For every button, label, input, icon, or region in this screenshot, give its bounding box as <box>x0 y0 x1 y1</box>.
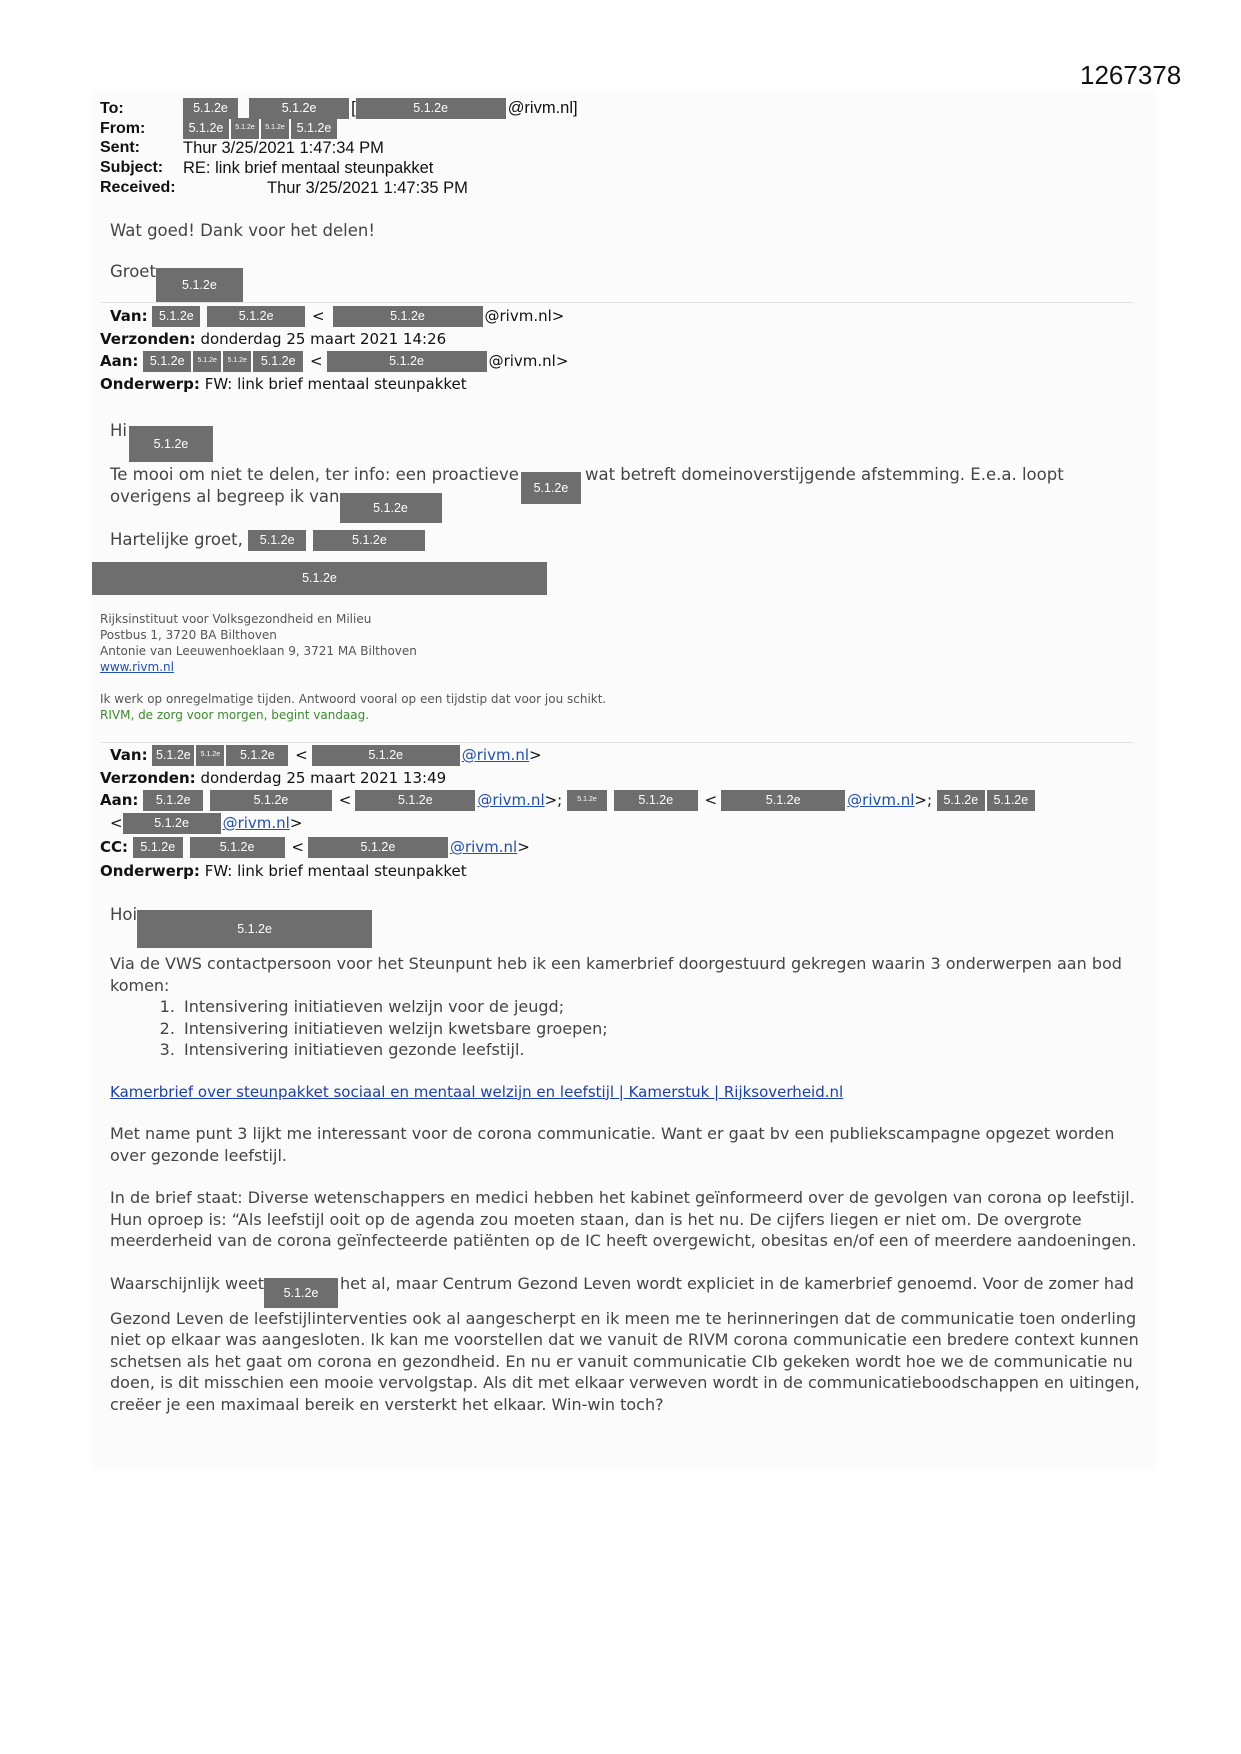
redaction: 5.1.2e <box>92 562 547 595</box>
msg2-closing <box>110 530 427 551</box>
gt-semi: >; <box>914 791 933 809</box>
email-link[interactable]: @rivm.nl <box>461 746 529 764</box>
subject-label: Subject: <box>100 159 164 176</box>
redaction: 5.1.2e <box>210 790 332 811</box>
van-label: Van: <box>110 307 148 325</box>
sig-slogan: RIVM, de zorg voor morgen, begint vandaag. <box>100 708 370 722</box>
sig-note: Ik werk op onregelmatige tijden. Antwoord vooral op een tijdstip dat voor jou schikt. <box>100 692 607 706</box>
email-link[interactable]: @rivm.nl <box>222 814 290 832</box>
msg2-van <box>110 306 564 327</box>
msg2-salutation <box>110 421 215 462</box>
msg3-cc <box>100 837 530 858</box>
redaction: 5.1.2e <box>356 98 506 119</box>
paragraph-gezond-leven <box>110 1273 1140 1416</box>
subject-value: RE: link brief mentaal steunpakket <box>183 159 434 177</box>
redaction: 5.1.2e <box>133 837 183 858</box>
sent-value: Thur 3/25/2021 1:47:34 PM <box>183 139 384 157</box>
sig-postbus: Postbus 1, 3720 BA Bilthoven <box>100 628 277 642</box>
msg3-verzonden <box>100 769 446 787</box>
redaction: 5.1.2e <box>143 351 191 372</box>
kamerbrief-link[interactable]: Kamerbrief over steunpakket sociaal en mentaal welzijn en leefstijl | Kamerstuk | Rijksoverheid.nl <box>110 1082 844 1101</box>
redaction: 5.1.2e <box>261 118 289 139</box>
redaction: 5.1.2e <box>231 118 259 139</box>
from-value <box>183 118 339 139</box>
to-value <box>183 98 578 119</box>
to-domain: @rivm.nl] <box>507 99 578 117</box>
hoi-word: Hoi <box>110 905 138 924</box>
lt: < <box>704 791 718 809</box>
sent-label: Sent: <box>100 139 140 156</box>
redaction: 5.1.2e <box>143 790 203 811</box>
hi-word: Hi <box>110 421 127 440</box>
redaction: 5.1.2e <box>567 790 607 811</box>
para3-start: Waarschijnlijk weet <box>110 1273 265 1293</box>
to-label: To: <box>100 100 124 117</box>
onderwerp-label: Onderwerp: <box>100 862 200 880</box>
lt: < <box>110 814 123 832</box>
msg2-body-line2 <box>110 487 444 523</box>
signature-name-redaction <box>92 562 549 595</box>
redaction: 5.1.2e <box>196 745 224 766</box>
msg3-aan <box>100 790 1037 811</box>
msg3-body <box>110 953 1140 1415</box>
bracket: [ <box>351 99 356 117</box>
onderwerp-label: Onderwerp: <box>100 375 200 393</box>
gt: > <box>289 814 303 832</box>
redaction: 5.1.2e <box>313 530 425 551</box>
van-domain: @rivm.nl> <box>484 307 565 325</box>
redaction: 5.1.2e <box>193 351 221 372</box>
paragraph-punt-3: Met name punt 3 lijkt me interessant voor de corona communicatie. Want er gaat bv een publiekscampagne opgezet worden over gezonde leefstijl. <box>110 1124 1115 1165</box>
email-link[interactable]: @rivm.nl <box>847 791 915 809</box>
redaction: 5.1.2e <box>521 472 581 504</box>
signature-block <box>100 611 606 723</box>
msg3-aan-cont <box>110 813 302 834</box>
list-item: 1. Intensivering initiatieven welzijn voor de jeugd; <box>180 996 1140 1018</box>
divider <box>100 302 1133 303</box>
sig-org: Rijksinstituut voor Volksgezondheid en Milieu <box>100 612 372 626</box>
redaction: 5.1.2e <box>207 306 305 327</box>
redaction: 5.1.2e <box>156 268 243 302</box>
gt-semi: >; <box>544 791 563 809</box>
closing-text: Hartelijke groet, <box>110 530 243 549</box>
from-label: From: <box>100 120 146 137</box>
cc-label: CC: <box>100 838 129 856</box>
redaction: 5.1.2e <box>308 837 448 858</box>
msg3-salutation <box>110 905 374 948</box>
verzonden-label: Verzonden: <box>100 769 196 787</box>
redaction: 5.1.2e <box>152 306 200 327</box>
redaction: 5.1.2e <box>123 813 221 834</box>
redaction: 5.1.2e <box>223 351 251 372</box>
redaction: 5.1.2e <box>312 745 460 766</box>
msg2-aan <box>100 351 568 372</box>
verzonden-value: donderdag 25 maart 2021 13:49 <box>200 769 447 787</box>
redaction: 5.1.2e <box>226 745 288 766</box>
divider <box>100 742 1133 743</box>
redaction: 5.1.2e <box>183 118 229 139</box>
paragraph-brief-staat: In de brief staat: Diverse wetenschappers en medici hebben het kabinet geïnformeerd over de gevolgen van corona op leefstijl. Hun oproep is: “Als leefstijl ooit op de agenda zou moeten staan, dan is het nu. De cijfers liegen er niet om. De overgrote meerderheid van de corona geïnfecteerde patiënten op de IC heeft overgewicht, obesitas en/of een of meerdere aandoeningen. <box>110 1188 1137 1250</box>
para3-rest: het al, maar Centrum Gezond Leven wordt expliciet in de kamerbrief genoemd. Voor de zomer had Gezond Leven de leefstijlinterventies ook al aangescherpt en ik meen me te herinneringen dat de communicatie toen onderling niet op elkaar was aangesloten. Ik kan me voorstellen dat we vanuit de RIVM corona communicatie een bredere context kunnen schetsen als het gaat om corona en gezondheid. En nu er vanuit communicatie CIb gekeken wordt hoe we de communicatie nu doen, is dit misschien een mooie vervolgstap. Als dit met elkaar verweven wordt in de communicatieboodschappen en uitingen, creëer je een maximaal bereik en versterkt het elkaar. Win-win toch? <box>110 1273 1140 1414</box>
list-item: 2. Intensivering initiatieven welzijn kwetsbare groepen; <box>180 1018 1140 1040</box>
topic-list <box>110 996 1140 1061</box>
redaction: 5.1.2e <box>355 790 475 811</box>
redaction: 5.1.2e <box>987 790 1035 811</box>
msg2-verzonden <box>100 330 446 348</box>
lt: < <box>291 838 304 856</box>
onderwerp-value: FW: link brief mentaal steunpakket <box>204 862 467 880</box>
redaction: 5.1.2e <box>183 98 238 119</box>
redaction: 5.1.2e <box>340 493 442 523</box>
received-label: Received: <box>100 179 176 196</box>
email-link[interactable]: @rivm.nl <box>449 838 518 856</box>
body-text: overigens al begreep ik van <box>110 487 340 506</box>
van-label: Van: <box>110 746 148 764</box>
list-item: 3. Intensivering initiatieven gezonde leefstijl. <box>180 1039 1140 1061</box>
redaction: 5.1.2e <box>327 351 487 372</box>
lt: < <box>311 307 325 325</box>
document-number: 1267378 <box>1080 60 1182 90</box>
body-text: wat betreft domeinoverstijgende afstemming. E.e.a. loopt <box>584 465 1064 484</box>
body-text: Te mooi om niet te delen, ter info: een proactieve <box>110 465 519 484</box>
redaction: 5.1.2e <box>249 98 349 119</box>
email-link[interactable]: @rivm.nl <box>477 791 545 809</box>
msg2-onderwerp <box>100 375 467 393</box>
redaction: 5.1.2e <box>264 1278 338 1308</box>
redaction: 5.1.2e <box>129 426 213 462</box>
onderwerp-value: FW: link brief mentaal steunpakket <box>204 375 467 393</box>
redaction: 5.1.2e <box>248 530 306 551</box>
redaction: 5.1.2e <box>721 790 845 811</box>
lt: < <box>309 352 323 370</box>
gt: > <box>529 746 542 764</box>
redaction: 5.1.2e <box>190 837 285 858</box>
verzonden-label: Verzonden: <box>100 330 196 348</box>
lt: < <box>295 746 308 764</box>
aan-label: Aan: <box>100 791 139 809</box>
gt: > <box>517 838 530 856</box>
reply-text: Wat goed! Dank voor het delen! <box>110 221 375 240</box>
intro-paragraph: Via de VWS contactpersoon voor het Steunpunt heb ik een kamerbrief doorgestuurd gekregen waarin 3 onderwerpen aan bod komen: <box>110 954 1122 995</box>
msg3-onderwerp <box>100 862 467 880</box>
redaction: 5.1.2e <box>333 306 483 327</box>
redaction: 5.1.2e <box>137 910 372 948</box>
sig-address: Antonie van Leeuwenhoeklaan 9, 3721 MA Bilthoven <box>100 644 417 658</box>
redaction: 5.1.2e <box>937 790 985 811</box>
redaction: 5.1.2e <box>152 745 194 766</box>
reply-greeting <box>110 262 245 302</box>
aan-label: Aan: <box>100 352 139 370</box>
received-value: Thur 3/25/2021 1:47:35 PM <box>267 179 468 197</box>
redaction: 5.1.2e <box>291 118 337 139</box>
msg3-van <box>110 745 542 766</box>
verzonden-value: donderdag 25 maart 2021 14:26 <box>200 330 447 348</box>
redaction: 5.1.2e <box>614 790 698 811</box>
greeting-word: Groet <box>110 262 156 281</box>
lt: < <box>338 791 352 809</box>
sig-website-link[interactable]: www.rivm.nl <box>100 660 174 674</box>
redaction: 5.1.2e <box>253 351 303 372</box>
aan-domain: @rivm.nl> <box>488 352 569 370</box>
